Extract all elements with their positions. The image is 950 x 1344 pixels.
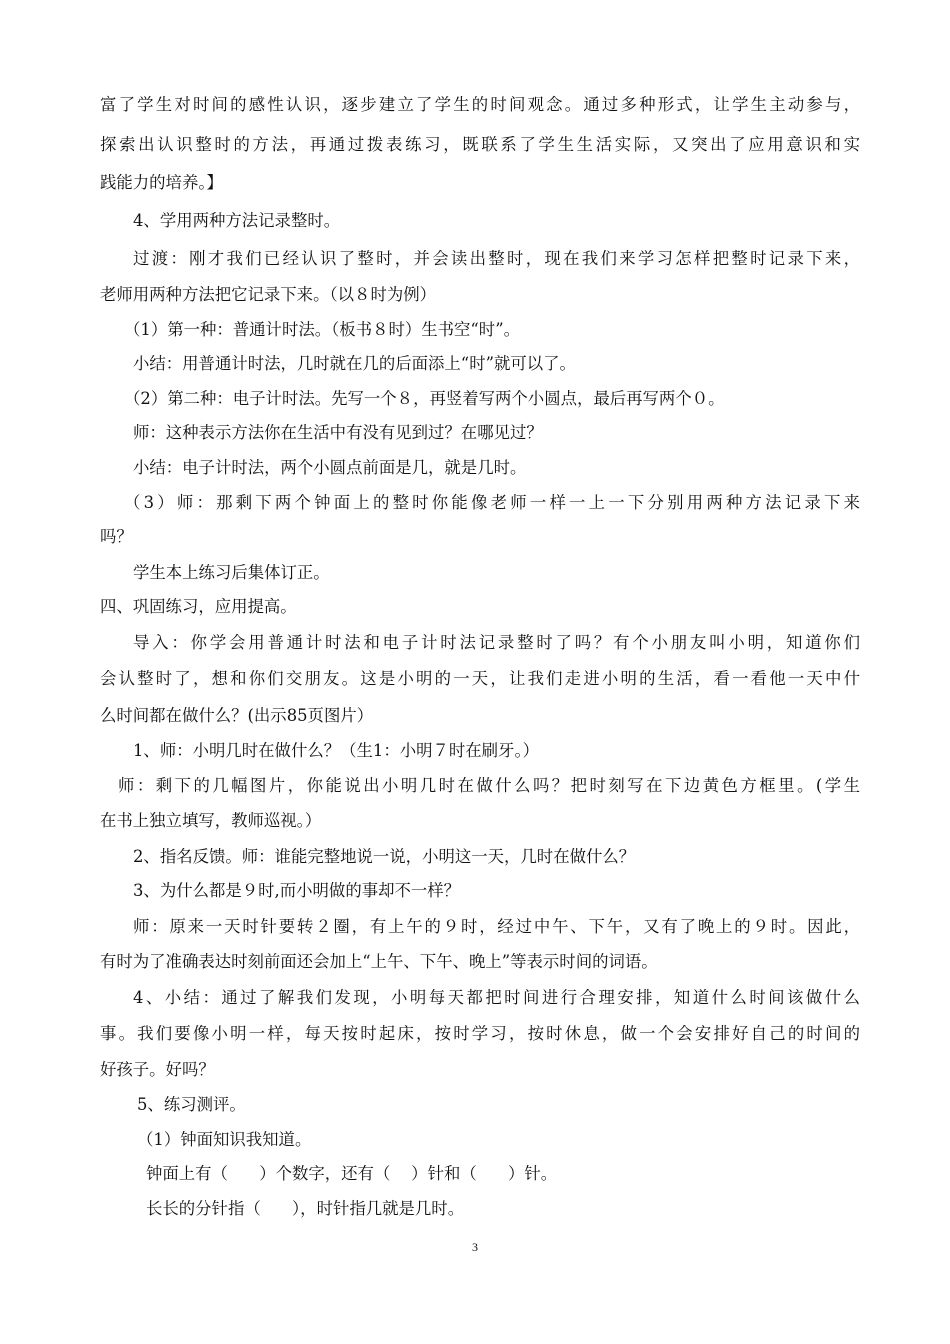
text-line: 会认整时了，想和你们交朋友。这是小明的一天，让我们走进小明的生活，看一看他一天中什 [100,669,860,688]
text-line: 小结：用普通计时法，几时就在几的后面添上“时”就可以了。 [133,354,576,373]
text-line: 过渡：刚才我们已经认识了整时，并会读出整时，现在我们来学习怎样把整时记录下来， [133,249,860,268]
text-line: （1）第一种：普通计时法。（板书８时）生书空“时”。 [124,320,520,339]
text-line: （1）钟面知识我知道。 [137,1130,312,1149]
text-line: 好孩子。好吗？ [100,1060,215,1079]
text-line: 有时为了准确表达时刻前面还会加上“上午、下午、晚上”等表示时间的词语。 [100,952,658,971]
fill-in-blank-line: 长长的分针指（ ），时针指几就是几时。 [146,1199,465,1218]
page-number: 3 [472,1240,478,1254]
text-line: 导入：你学会用普通计时法和电子计时法记录整时了吗？有个小朋友叫小明，知道你们 [133,633,860,652]
text-line: 4、小结：通过了解我们发现，小明每天都把时间进行合理安排，知道什么时间该做什么 [133,988,860,1007]
text-line: 师：这种表示方法你在生活中有没有见到过？在哪见过？ [133,423,543,442]
section-heading: 四、巩固练习，应用提高。 [100,597,297,616]
text-line: 学生本上练习后集体订正。 [133,563,330,582]
section-heading: 5、练习测评。 [137,1095,246,1114]
text-line: 事。我们要像小明一样，每天按时起床，按时学习，按时休息，做一个会安排好自己的时间的 [100,1024,860,1043]
text-line: 3、为什么都是９时,而小明做的事却不一样？ [133,881,461,900]
text-line: 2、指名反馈。师：谁能完整地说一说，小明这一天，几时在做什么？ [133,847,636,866]
text-line: 么时间都在做什么？(出示85页图片） [100,706,374,725]
text-line: 师：剩下的几幅图片，你能说出小明几时在做什么吗？把时刻写在下边黄色方框里。(学生 [118,776,860,795]
text-line: 探索出认识整时的方法，再通过拨表练习，既联系了学生生活实际，又突出了应用意识和实 [100,135,860,154]
text-line: 师：原来一天时针要转２圈，有上午的９时，经过中午、下午，又有了晚上的９时。因此， [133,917,860,936]
text-line: 1、师：小明几时在做什么？（生1：小明７时在刷牙。） [133,741,540,760]
section-heading: 4、学用两种方法记录整时。 [133,211,341,230]
text-line: （3）师：那剩下两个钟面上的整时你能像老师一样一上一下分别用两种方法记录下来 [124,493,860,512]
text-line: （2）第二种：电子计时法。先写一个８，再竖着写两个小圆点，最后再写两个０。 [124,389,725,408]
text-line: 富了学生对时间的感性认识，逐步建立了学生的时间观念。通过多种形式，让学生主动参与， [100,95,860,114]
text-line: 吗？ [100,527,133,546]
text-line: 在书上独立填写，教师巡视。） [100,811,322,830]
text-line: 践能力的培养。】 [100,173,223,192]
text-line: 小结：电子计时法，两个小圆点前面是几，就是几时。 [133,458,527,477]
fill-in-blank-line: 钟面上有（ ）个数字，还有（ ）针和（ ）针。 [146,1164,558,1183]
text-line: 老师用两种方法把它记录下来。（以８时为例） [100,285,437,304]
